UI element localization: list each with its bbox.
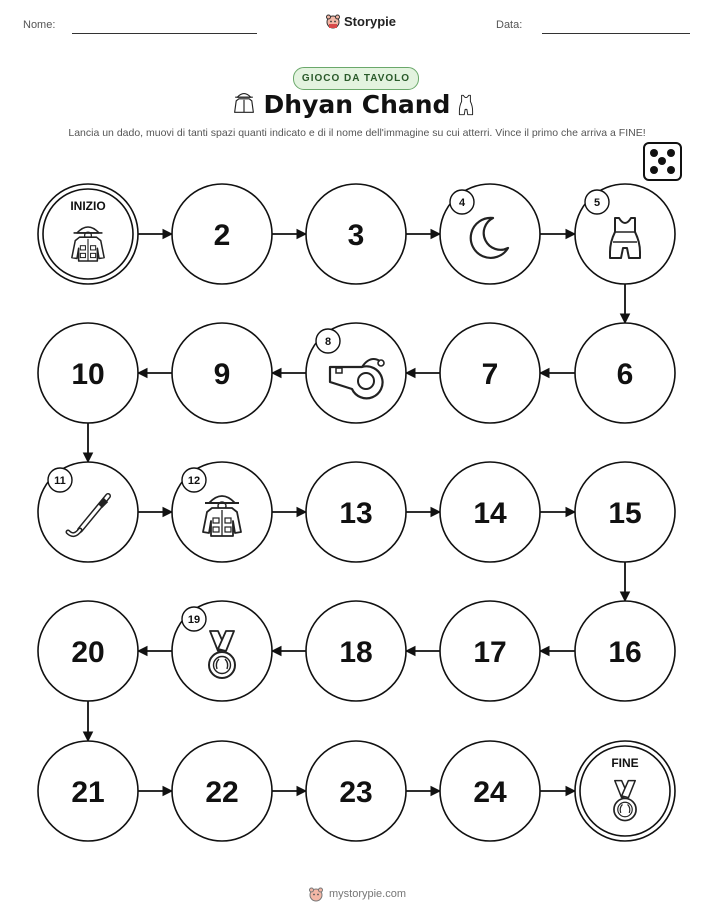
space-number: 8 [324, 336, 332, 348]
space-number: 7 [481, 358, 499, 391]
space-number: 24 [473, 776, 507, 809]
explorer-jacket-icon [203, 496, 241, 536]
board-space [575, 323, 675, 423]
space-number: 9 [213, 358, 231, 391]
instructions: Lancia un dado, muovi di tanti spazi quanti indicato e di il nome dell'immagine su cui atterri. Vince il primo che arriva a FINE! [68, 127, 646, 139]
board-space [306, 601, 406, 701]
space-number: 23 [339, 776, 373, 809]
space-number: 3 [347, 219, 365, 252]
space-number: 21 [71, 776, 105, 809]
start-label: INIZIO [70, 199, 106, 213]
space-end [575, 741, 675, 841]
board-space [172, 741, 272, 841]
board-space [172, 601, 272, 701]
board-space [38, 741, 138, 841]
board-space [38, 462, 138, 562]
board-space [575, 601, 675, 701]
medal-icon [614, 781, 636, 821]
board-space [440, 741, 540, 841]
footer-site: mystorypie.com [328, 888, 407, 900]
board-space [306, 741, 406, 841]
board-space [306, 323, 406, 423]
board-space [172, 323, 272, 423]
storypie-mascot-icon [308, 886, 324, 902]
space-number: 6 [616, 358, 634, 391]
space-number: 17 [473, 636, 507, 669]
page-title: Dhyan Chand [263, 90, 451, 119]
board-space [38, 601, 138, 701]
board-space [575, 462, 675, 562]
space-number: 5 [593, 197, 601, 209]
space-number: 18 [339, 636, 373, 669]
space-number: 11 [54, 475, 66, 487]
board-space [306, 462, 406, 562]
space-number: 4 [458, 197, 466, 209]
board-space [306, 184, 406, 284]
space-number: 22 [205, 776, 239, 809]
explorer-jacket-icon [72, 227, 104, 261]
space-start [38, 184, 138, 284]
name-label: Nome: [23, 19, 56, 31]
board-space [172, 184, 272, 284]
space-number: 12 [187, 475, 201, 487]
footer [0, 886, 714, 902]
board-space [440, 601, 540, 701]
medal-icon [209, 631, 235, 678]
board-space [575, 184, 675, 284]
board-space [172, 462, 272, 562]
board-space [38, 323, 138, 423]
board-space [440, 323, 540, 423]
date-label: Data: [496, 19, 523, 31]
board-space [440, 184, 540, 284]
space-number: 14 [473, 497, 507, 530]
space-number: 19 [187, 614, 201, 626]
space-number: 2 [213, 219, 231, 252]
space-number: 13 [339, 497, 373, 530]
space-number: 10 [71, 358, 105, 391]
board-space [440, 462, 540, 562]
space-number: 16 [608, 636, 642, 669]
end-label: FINE [611, 756, 639, 770]
brand-name: Storypie [344, 13, 397, 29]
game-type-badge: GIOCO DA TAVOLO [293, 67, 419, 90]
space-number: 15 [608, 497, 642, 530]
space-number: 20 [71, 636, 105, 669]
